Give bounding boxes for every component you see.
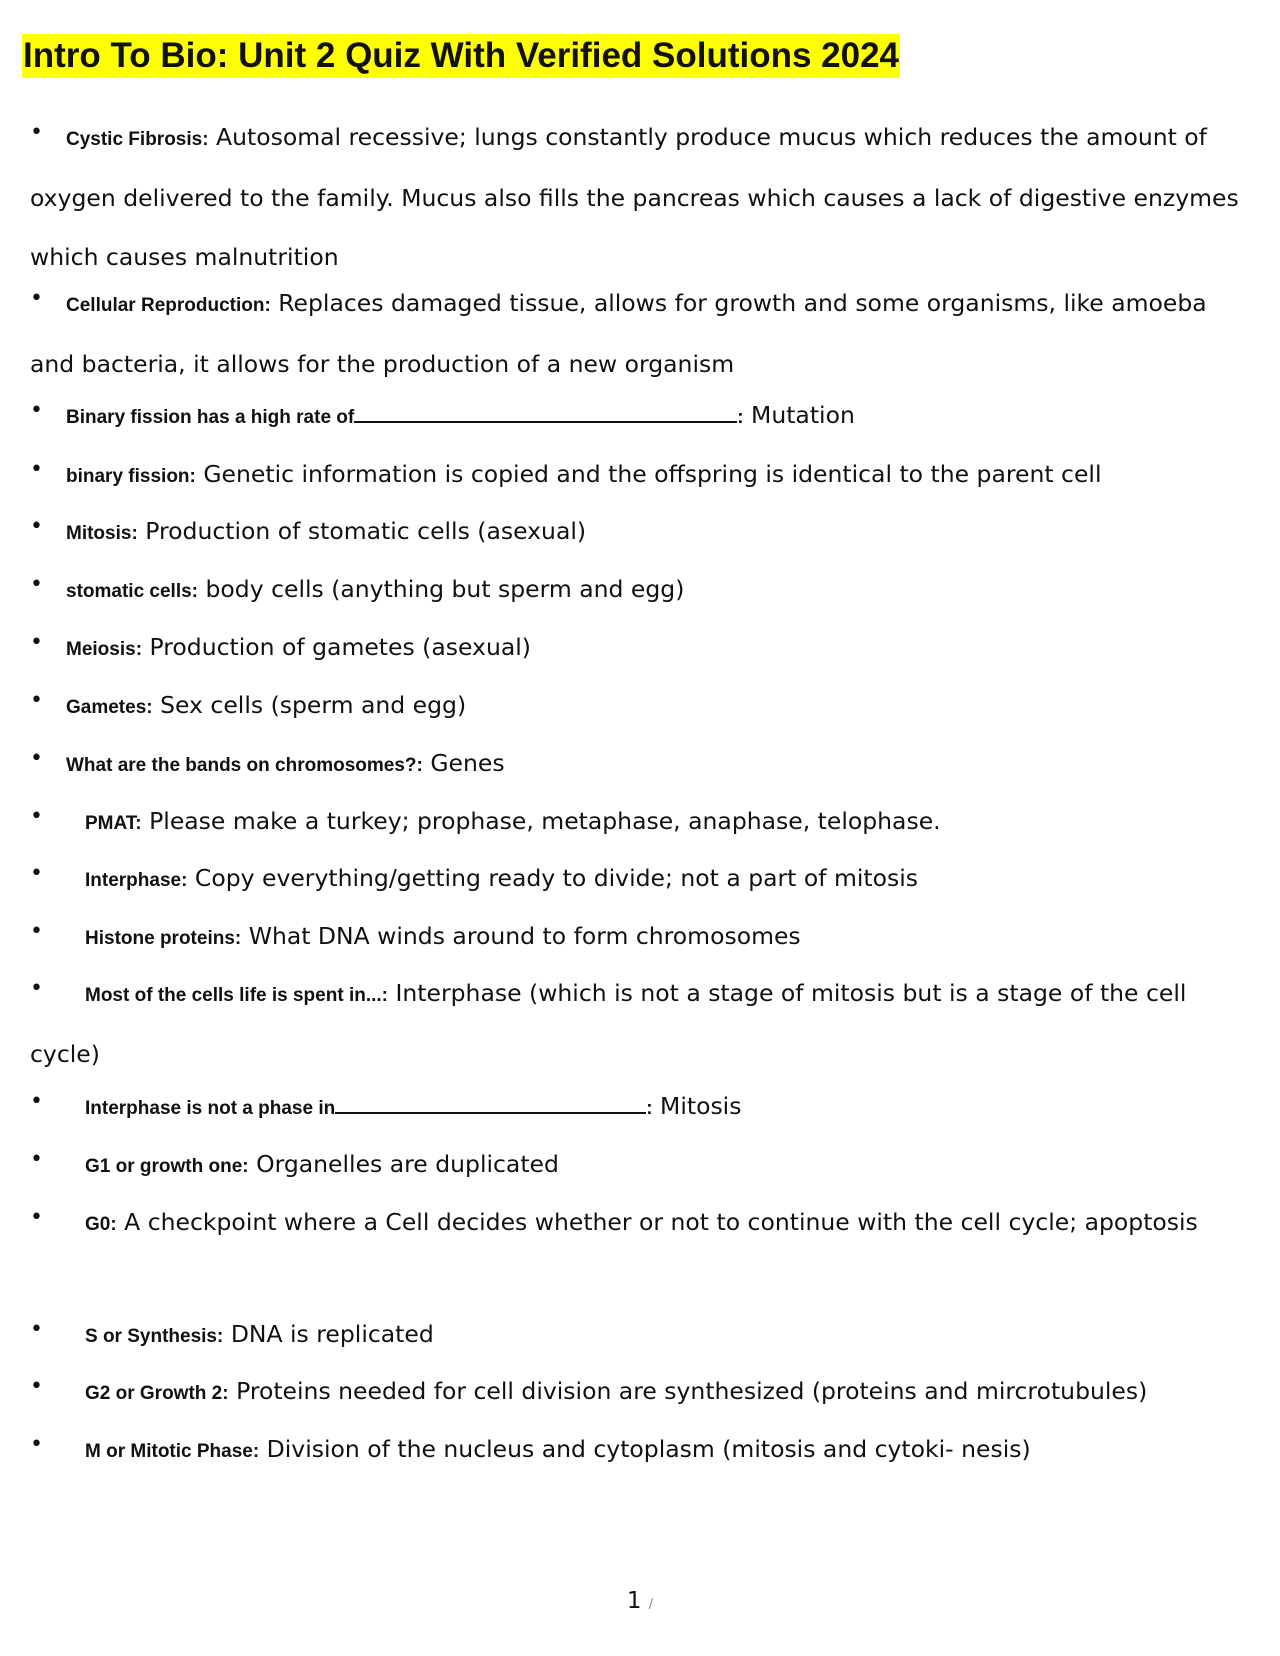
bullet-icon: • (30, 804, 43, 829)
bullet-icon: • (30, 572, 43, 597)
definition-text: Replaces damaged tissue, allows for growth and some organisms, like amoeba and bacteria, it allows for the production of a new organism (30, 289, 1207, 378)
definition-text: Genetic information is copied and the offspring is identical to the parent cell (203, 460, 1102, 488)
list-item (30, 792, 1258, 853)
list-item (30, 502, 1258, 563)
bullet-icon: • (30, 120, 43, 145)
term-label: Interphase is not a phase in (85, 1098, 336, 1119)
term-label: G0: (85, 1214, 117, 1235)
list-item (30, 1077, 1258, 1138)
bullet-icon: • (30, 514, 43, 539)
bullet-icon: • (30, 1432, 43, 1457)
term-label: Meiosis: (66, 639, 143, 660)
definition-text: Production of gametes (asexual) (149, 633, 531, 661)
answer-blank (354, 401, 737, 423)
bullet-icon: • (30, 919, 43, 944)
list-item (30, 849, 1258, 910)
definition-text: Division of the nucleus and cytoplasm (mitosis and cytoki- nesis) (266, 1435, 1031, 1463)
list-item (30, 1193, 1258, 1254)
page-number: 1 (626, 1588, 642, 1614)
list-item (30, 734, 1258, 795)
definition-text: Please make a turkey; prophase, metaphase, anaphase, telophase. (149, 807, 941, 835)
term-label: G2 or Growth 2: (85, 1383, 229, 1404)
bullet-icon: • (30, 457, 43, 482)
page-footer (0, 1588, 1280, 1614)
definition-text: A checkpoint where a Cell decides whether or not to continue with the cell cycle; apoptosis (124, 1208, 1198, 1236)
definition-text: Proteins needed for cell division are synthesized (proteins and mircrotubules) (236, 1377, 1148, 1405)
term-label: Interphase: (85, 870, 188, 891)
definition-text: DNA is replicated (230, 1320, 434, 1348)
term-label: Histone proteins: (85, 928, 242, 949)
answer-blank (335, 1092, 646, 1114)
bullet-icon: • (30, 1147, 43, 1172)
list-item (30, 445, 1258, 506)
list-item (30, 560, 1258, 621)
term-label: Gametes: (66, 697, 153, 718)
term-label: Mitosis: (66, 523, 138, 544)
term-label: Most of the cells life is spent in...: (85, 985, 388, 1006)
term-label: Cellular Reproduction: (66, 295, 271, 316)
list-item (30, 274, 1258, 394)
bullet-icon: • (30, 861, 43, 886)
bullet-icon: • (30, 1205, 43, 1230)
definition-text: Autosomal recessive; lungs constantly produce mucus which reduces the amount of oxygen delivered to the family. Mucus also fills the pancreas which causes a lack of digestive enzymes which causes malnutrition (30, 123, 1239, 271)
list-item (30, 1135, 1258, 1196)
term-label: What are the bands on chromosomes?: (66, 755, 423, 776)
definition-text: What DNA winds around to form chromosomes (248, 922, 801, 950)
definition-text: body cells (anything but sperm and egg) (205, 575, 685, 603)
page-separator: / (648, 1597, 654, 1612)
list-item (30, 1305, 1258, 1366)
term-label: PMAT: (85, 813, 142, 834)
list-item (30, 676, 1258, 737)
term-suffix: : (737, 407, 744, 428)
bullet-icon: • (30, 1374, 43, 1399)
list-item (30, 618, 1258, 679)
definition-text: Genes (430, 749, 505, 777)
definition-text: Production of stomatic cells (asexual) (145, 517, 587, 545)
bullet-icon: • (30, 630, 43, 655)
term-label: Binary fission has a high rate of (66, 407, 355, 428)
term-label: S or Synthesis: (85, 1326, 224, 1347)
term-label: stomatic cells: (66, 581, 198, 602)
definition-text: Sex cells (sperm and egg) (160, 691, 467, 719)
bullet-icon: • (30, 746, 43, 771)
bullet-icon: • (30, 688, 43, 713)
list-item (30, 386, 1258, 447)
term-label: G1 or growth one: (85, 1156, 249, 1177)
list-item (30, 1362, 1258, 1423)
definition-text: Organelles are duplicated (256, 1150, 559, 1178)
definition-text: Copy everything/getting ready to divide; not a part of mitosis (194, 864, 919, 892)
list-item (30, 1420, 1258, 1481)
bullet-icon: • (30, 1089, 43, 1114)
document-title: Intro To Bio: Unit 2 Quiz With Verified Solutions 2024 (22, 34, 900, 78)
list-item (30, 964, 1258, 1084)
definition-text: Mutation (751, 401, 855, 429)
bullet-icon: • (30, 1317, 43, 1342)
definition-text: Interphase (which is not a stage of mitosis but is a stage of the cell cycle) (30, 979, 1187, 1068)
list-item (30, 108, 1258, 287)
bullet-icon: • (30, 976, 43, 1001)
list-item (30, 907, 1258, 968)
term-label: Cystic Fibrosis: (66, 129, 209, 150)
definition-text: Mitosis (660, 1092, 742, 1120)
term-label: binary fission: (66, 466, 196, 487)
bullet-icon: • (30, 286, 43, 311)
term-suffix: : (646, 1098, 653, 1119)
bullet-icon: • (30, 398, 43, 423)
term-label: M or Mitotic Phase: (85, 1441, 260, 1462)
